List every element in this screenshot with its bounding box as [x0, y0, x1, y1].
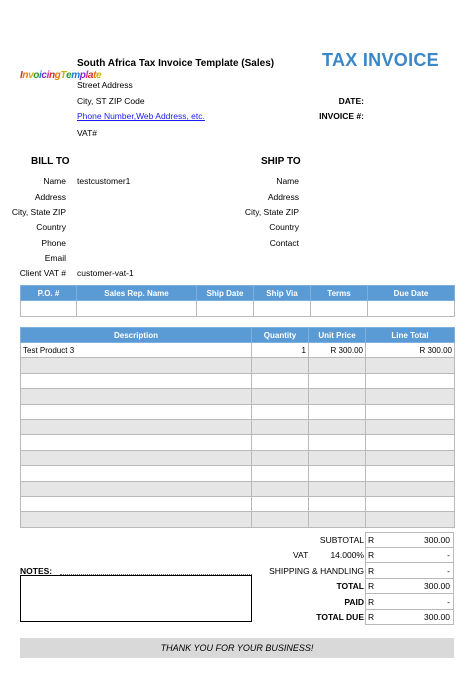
- item-cell[interactable]: [309, 481, 366, 496]
- ship-via-cell[interactable]: [254, 301, 311, 317]
- subtotal-currency: R: [368, 535, 375, 545]
- table-row: [21, 389, 455, 404]
- subtotal-value: 300.00: [424, 535, 450, 545]
- totals-rule: [365, 624, 454, 625]
- paid-label: PAID: [344, 597, 364, 607]
- table-row: [21, 496, 455, 511]
- vat-row-label: VAT: [293, 550, 309, 560]
- totals-rule: [365, 547, 454, 548]
- shipping-label: SHIPPING & HANDLING: [269, 566, 364, 576]
- item-cell[interactable]: [366, 450, 455, 465]
- totals-rule: [365, 532, 454, 533]
- table-row: [21, 373, 455, 388]
- item-cell[interactable]: [309, 404, 366, 419]
- paid-value: -: [447, 597, 450, 607]
- company-logo: InvoicingTemplate: [20, 70, 102, 81]
- table-row: [21, 466, 455, 481]
- total-due-label: TOTAL DUE: [316, 612, 364, 622]
- bill-to-label: Email: [44, 253, 66, 263]
- table-row: [21, 450, 455, 465]
- item-cell[interactable]: [252, 496, 309, 511]
- po-header: P.O. #: [21, 286, 77, 301]
- item-cell[interactable]: [21, 435, 252, 450]
- shipping-currency: R: [368, 566, 375, 576]
- ship-to-label: Country: [269, 222, 299, 232]
- total-due-value: 300.00: [424, 612, 450, 622]
- subtotal-label: SUBTOTAL: [319, 535, 364, 545]
- item-cell[interactable]: [21, 419, 252, 434]
- bill-to-label: Phone: [41, 238, 66, 248]
- due-date-header: Due Date: [368, 286, 455, 301]
- ship-to-label: Name: [276, 176, 299, 186]
- item-cell[interactable]: [21, 404, 252, 419]
- item-cell[interactable]: [366, 466, 455, 481]
- totals-rule: [365, 562, 454, 563]
- ship-date-header: Ship Date: [197, 286, 254, 301]
- bill-to-name-value: testcustomer1: [77, 176, 131, 186]
- item-cell[interactable]: [21, 512, 252, 527]
- ship-to-label: City, State ZIP: [244, 207, 299, 217]
- order-info-table: [20, 285, 455, 317]
- client-vat-value: customer-vat-1: [77, 268, 134, 278]
- item-cell[interactable]: [309, 496, 366, 511]
- item-description[interactable]: Test Product 3: [21, 343, 252, 358]
- item-cell[interactable]: [309, 450, 366, 465]
- item-quantity[interactable]: 1: [252, 343, 309, 358]
- item-cell[interactable]: [309, 466, 366, 481]
- item-cell[interactable]: [309, 512, 366, 527]
- item-cell[interactable]: [309, 419, 366, 434]
- po-cell[interactable]: [21, 301, 77, 317]
- item-cell[interactable]: [21, 496, 252, 511]
- table-row: [21, 404, 455, 419]
- paid-currency: R: [368, 597, 375, 607]
- item-cell[interactable]: [252, 358, 309, 373]
- contact-link[interactable]: Phone Number,Web Address, etc.: [77, 111, 205, 121]
- description-header: Description: [21, 328, 252, 343]
- terms-header: Terms: [311, 286, 368, 301]
- vat-rate: 14.000%: [330, 550, 364, 560]
- table-row: [21, 481, 455, 496]
- item-cell[interactable]: [252, 466, 309, 481]
- bill-to-label: Address: [34, 192, 66, 202]
- item-cell[interactable]: [309, 389, 366, 404]
- item-cell[interactable]: [252, 373, 309, 388]
- ship-via-header: Ship Via: [254, 286, 311, 301]
- item-cell[interactable]: [21, 373, 252, 388]
- table-row: [21, 358, 455, 373]
- item-cell[interactable]: [252, 404, 309, 419]
- item-cell[interactable]: [252, 419, 309, 434]
- line-total-header: Line Total: [366, 328, 455, 343]
- bill-to-heading: BILL TO: [31, 156, 70, 167]
- ship-to-heading: SHIP TO: [261, 156, 301, 167]
- ship-date-cell[interactable]: [197, 301, 254, 317]
- terms-cell[interactable]: [311, 301, 368, 317]
- notes-box[interactable]: [20, 575, 252, 622]
- street-address: Street Address: [77, 80, 133, 90]
- item-cell[interactable]: [366, 373, 455, 388]
- item-cell[interactable]: [21, 466, 252, 481]
- item-cell[interactable]: [309, 358, 366, 373]
- city-line: City, ST ZIP Code: [77, 96, 145, 106]
- item-cell[interactable]: [21, 481, 252, 496]
- unit-price-header: Unit Price: [309, 328, 366, 343]
- item-cell[interactable]: [309, 373, 366, 388]
- invoice-number-label: INVOICE #:: [319, 111, 364, 121]
- totals-rule: [365, 609, 454, 610]
- sales-rep-cell[interactable]: [77, 301, 197, 317]
- vat-currency: R: [368, 550, 375, 560]
- table-row: [21, 419, 455, 434]
- item-line-total[interactable]: R 300.00: [366, 343, 455, 358]
- item-cell[interactable]: [366, 419, 455, 434]
- item-cell[interactable]: [252, 435, 309, 450]
- item-cell[interactable]: [252, 389, 309, 404]
- item-cell[interactable]: [252, 481, 309, 496]
- bill-to-label: Name: [43, 176, 66, 186]
- quantity-header: Quantity: [252, 328, 309, 343]
- items-table: [20, 327, 455, 528]
- item-cell[interactable]: [366, 404, 455, 419]
- vat-value: -: [447, 550, 450, 560]
- ship-to-label: Contact: [269, 238, 299, 248]
- total-due-currency: R: [368, 612, 375, 622]
- totals-rule: [365, 593, 454, 594]
- notes-label: NOTES:: [20, 566, 53, 576]
- item-cell[interactable]: [366, 435, 455, 450]
- shipping-value: -: [447, 566, 450, 576]
- item-cell[interactable]: [252, 450, 309, 465]
- table-row: [21, 512, 455, 527]
- table-row: [21, 435, 455, 450]
- due-date-cell[interactable]: [368, 301, 455, 317]
- ship-to-label: Address: [267, 192, 299, 202]
- item-cell[interactable]: [366, 496, 455, 511]
- item-unit-price[interactable]: R 300.00: [309, 343, 366, 358]
- item-cell[interactable]: [309, 435, 366, 450]
- item-cell[interactable]: [366, 389, 455, 404]
- thank-you-banner: THANK YOU FOR YOUR BUSINESS!: [20, 638, 454, 658]
- item-cell[interactable]: [366, 512, 455, 527]
- bill-to-label: City, State ZIP: [11, 207, 66, 217]
- totals-rule: [365, 578, 454, 579]
- company-title: South Africa Tax Invoice Template (Sales): [77, 58, 275, 69]
- item-cell[interactable]: [366, 358, 455, 373]
- item-cell[interactable]: [21, 389, 252, 404]
- item-cell[interactable]: [21, 358, 252, 373]
- vat-label: VAT#: [77, 128, 97, 138]
- item-cell[interactable]: [21, 450, 252, 465]
- total-label: TOTAL: [336, 581, 364, 591]
- date-label: DATE:: [338, 96, 364, 106]
- sales-rep-header: Sales Rep. Name: [77, 286, 197, 301]
- document-title: TAX INVOICE: [322, 50, 439, 70]
- item-cell[interactable]: [366, 481, 455, 496]
- total-value: 300.00: [424, 581, 450, 591]
- total-currency: R: [368, 581, 375, 591]
- item-cell[interactable]: [252, 512, 309, 527]
- bill-to-label: Client VAT #: [19, 268, 66, 278]
- bill-to-label: Country: [36, 222, 66, 232]
